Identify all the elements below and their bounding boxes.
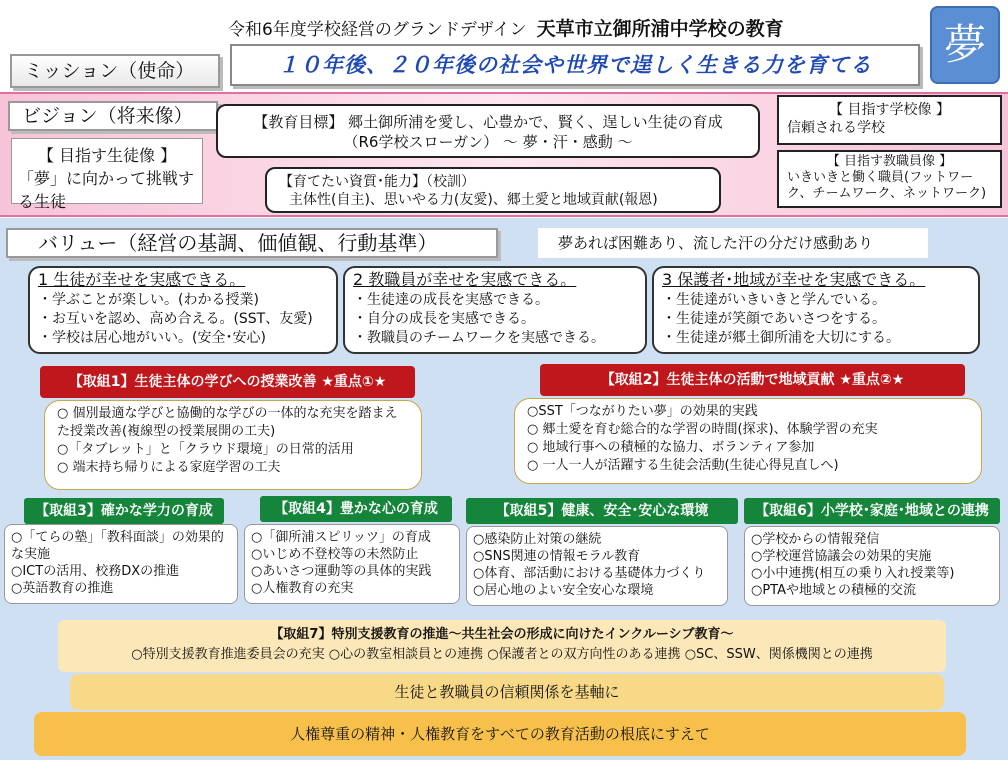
initiative-7-box: 【取組7】特別支援教育の推進～共生社会の形成に向けたインクルーシブ教育～ ○特別支援教育推進委員会の充実 ○心の教室相談員との連携 ○保護者との双方向性のある連携 ○SC、SSW、関係機関との連携 (58, 620, 946, 672)
initiative-1-box: ○ 個別最適な学びと協働的な学びの一体的な充実を踏まえた授業改善(複線型の授業展開の工夫) ○「タブレット」と「クラウド環境」の日常的活用 ○ 端末持ち帰りによる家庭学習の工夫 (44, 400, 422, 490)
initiative-4-title: 【取組4】豊かな心の育成 (260, 496, 452, 522)
initiative-6-title: 【取組6】小学校･家庭･地域との連携 (744, 498, 1000, 524)
staff-ideal-box: 【 目指す教職員像 】 いきいきと働く職員(フットワーク、チームワーク、ネットワーク) (777, 150, 1002, 208)
initiative-4-box: ○「御所浦スピリッツ」の育成 ○いじめ不登校等の未然防止 ○あいさつ運動等の具体的実践 ○人権教育の充実 (244, 524, 460, 604)
trust-foundation: 生徒と教職員の信頼関係を基軸に (70, 674, 944, 710)
ability-box: 【育てたい資質･能力】（校訓） 主体性(自主)、思いやる力(友愛)、郷土愛と地域貢献(報恩) (265, 167, 721, 213)
initiative-2-box: ○SST「つながりたい夢」の効果的実践 ○ 郷土愛を育む総合的な学習の時間(探求)、体験学習の充実 ○ 地域行事への積極的な協力、ボランティア参加 ○ 一人一人が活躍する生徒会活動(生徒心得見直しへ) (514, 398, 982, 484)
value-item: 2 教職員が幸せを実感できる。 ・生徒達の成長を実感できる。 ・自分の成長を実感できる。 ・教職員のチームワークを実感できる。 (343, 266, 647, 354)
school-ideal-box: 【 目指す学校像 】 信頼される学校 (777, 95, 1002, 145)
student-ideal-box: 【 目指す生徒像 】 「夢」に向かって挑戦する生徒 (11, 138, 203, 204)
initiative-6-box: ○学校からの情報発信 ○学校運営協議会の効果的実施 ○小中連携(相互の乗り入れ授業等) ○PTAや地域との積極的交流 (744, 526, 1000, 606)
initiative-3-box: ○「てらの塾」「教科面談」の効果的な実施 ○ICTの活用、校務DXの推進 ○英語教育の推進 (4, 524, 238, 604)
initiative-5-title: 【取組5】健康、安全･安心な環境 (466, 498, 738, 524)
values-label: バリュー（経営の基調、価値観、行動基準） (6, 228, 498, 258)
education-goal-box: 【教育目標】 郷土御所浦を愛し、心豊かで、賢く、逞しい生徒の育成 （R6学校スローガン） ～ 夢・汗・感動 ～ (216, 104, 760, 158)
initiative-2-title: 【取組2】生徒主体の活動で地域貢献 ★重点②★ (540, 364, 965, 396)
human-rights-foundation: 人権尊重の精神・人権教育をすべての教育活動の根底にすえて (34, 712, 966, 756)
value-item: 3 保護者･地域が幸せを実感できる。 ・生徒達がいきいきと学んでいる。 ・生徒達が笑顔であいさつをする。 ・生徒達が郷土御所浦を大切にする。 (652, 266, 980, 354)
dream-emblem: 夢 (930, 6, 1000, 84)
mission-label: ミッション（使命） (10, 54, 220, 88)
motto: 夢あれば困難あり、流した汗の分だけ感動あり (538, 228, 928, 258)
initiative-5-box: ○感染防止対策の継続 ○SNS関連の情報モラル教育 ○体育、部活動における基礎体力づくり ○居心地のよい安全安心な環境 (466, 526, 728, 606)
vision-label: ビジョン（将来像） (8, 101, 218, 131)
initiative-1-title: 【取組1】生徒主体の学びへの授業改善 ★重点①★ (40, 366, 415, 398)
page-title: 令和6年度学校経営のグランドデザイン 天草市立御所浦中学校の教育 (228, 18, 784, 40)
value-item: 1 生徒が幸せを実感できる。 ・学ぶことが楽しい。(わかる授業) ・お互いを認め、高め合える。(SST、友愛) ・学校は居心地がいい。(安全･安心) (28, 266, 338, 354)
initiative-3-title: 【取組3】確かな学力の育成 (24, 498, 224, 524)
mission-text: １０年後、２０年後の社会や世界で逞しく生きる力を育てる (230, 44, 920, 86)
